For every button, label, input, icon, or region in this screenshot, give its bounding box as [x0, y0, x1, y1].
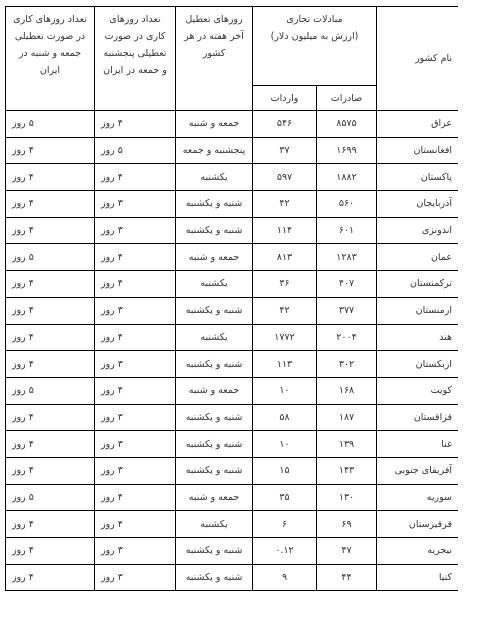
- cell-weekend: جمعه و شنبه: [176, 484, 253, 511]
- cell-weekend: شنبه و یکشنبه: [176, 191, 253, 218]
- cell-iran-thu-fri: ۳ روز: [95, 431, 176, 458]
- cell-country: افغانستان: [377, 137, 459, 164]
- trade-workdays-table: [5, 6, 458, 591]
- cell-iran-fri-sat: ۵ روز: [6, 377, 95, 404]
- cell-weekend: یکشنبه: [176, 511, 253, 538]
- cell-iran-fri-sat: ۴ روز: [6, 191, 95, 218]
- cell-weekend: جمعه و شنبه: [176, 377, 253, 404]
- cell-iran-fri-sat: ۴ روز: [6, 324, 95, 351]
- cell-imports: ۳۶: [253, 271, 317, 298]
- cell-imports: ۳۵: [253, 484, 317, 511]
- cell-weekend: شنبه و یکشنبه: [176, 351, 253, 378]
- cell-exports: ۴۰۷: [317, 271, 377, 298]
- cell-country: آذربایجان: [377, 191, 459, 218]
- cell-exports: ۸۵۷۵: [317, 111, 377, 138]
- cell-iran-fri-sat: ۴ روز: [6, 564, 95, 591]
- table-body: [6, 111, 459, 591]
- cell-iran-fri-sat: ۴ روز: [6, 538, 95, 565]
- table-row: [6, 404, 459, 431]
- cell-exports: ۳۰۲: [317, 351, 377, 378]
- cell-weekend: شنبه و یکشنبه: [176, 404, 253, 431]
- cell-iran-thu-fri: ۳ روز: [95, 217, 176, 244]
- table-row: [6, 564, 459, 591]
- cell-imports: ۵۹۷: [253, 164, 317, 191]
- cell-imports: ۱۵: [253, 457, 317, 484]
- cell-country: هند: [377, 324, 459, 351]
- cell-country: پاکستان: [377, 164, 459, 191]
- table-row: [6, 297, 459, 324]
- cell-iran-thu-fri: ۳ روز: [95, 404, 176, 431]
- cell-exports: ۱۸۸۲: [317, 164, 377, 191]
- cell-weekend: شنبه و یکشنبه: [176, 431, 253, 458]
- cell-weekend: پنجشنبه و جمعه: [176, 137, 253, 164]
- cell-iran-fri-sat: ۵ روز: [6, 484, 95, 511]
- cell-iran-fri-sat: ۴ روز: [6, 164, 95, 191]
- cell-iran-fri-sat: ۵ روز: [6, 244, 95, 271]
- cell-exports: ۶۰۱: [317, 217, 377, 244]
- cell-exports: ۳۷۷: [317, 297, 377, 324]
- cell-country: سوریه: [377, 484, 459, 511]
- document-sheet: [5, 6, 458, 619]
- cell-iran-thu-fri: ۴ روز: [95, 324, 176, 351]
- header-row: [6, 7, 459, 86]
- cell-iran-thu-fri: ۳ روز: [95, 191, 176, 218]
- cell-iran-fri-sat: ۴ روز: [6, 404, 95, 431]
- cell-country: قرقیزستان: [377, 511, 459, 538]
- cell-exports: ۲۰۰۴: [317, 324, 377, 351]
- cell-exports: ۱۸۷: [317, 404, 377, 431]
- cell-imports: ۸۱۳: [253, 244, 317, 271]
- cell-iran-fri-sat: ۵ روز: [6, 111, 95, 138]
- cell-country: قزاقستان: [377, 404, 459, 431]
- table-row: [6, 271, 459, 298]
- header-iran-fri-sat: تعداد روزهای کاری در صورت تعطیلی جمعه و شنبه در ایران: [6, 7, 95, 111]
- table-row: [6, 111, 459, 138]
- cell-weekend: شنبه و یکشنبه: [176, 217, 253, 244]
- cell-weekend: جمعه و شنبه: [176, 244, 253, 271]
- cell-country: آفریقای جنوبی: [377, 457, 459, 484]
- table-row: [6, 538, 459, 565]
- header-iran-thu-fri: تعداد روزهای کاری در صورت تعطیلی پنجشنبه و جمعه در ایران: [95, 7, 176, 111]
- cell-imports: ۹: [253, 564, 317, 591]
- cell-weekend: شنبه و یکشنبه: [176, 297, 253, 324]
- table-row: [6, 351, 459, 378]
- cell-imports: ۱۷۷۲: [253, 324, 317, 351]
- cell-exports: ۴۴: [317, 564, 377, 591]
- cell-iran-thu-fri: ۳ روز: [95, 538, 176, 565]
- table-row: [6, 191, 459, 218]
- cell-iran-thu-fri: ۴ روز: [95, 377, 176, 404]
- table-row: [6, 164, 459, 191]
- cell-country: ازبکستان: [377, 351, 459, 378]
- cell-exports: ۵۶۰: [317, 191, 377, 218]
- cell-exports: ۶۹: [317, 511, 377, 538]
- cell-iran-fri-sat: ۴ روز: [6, 431, 95, 458]
- cell-imports: ۵۸: [253, 404, 317, 431]
- cell-country: اندونزی: [377, 217, 459, 244]
- cell-imports: ۴۲: [253, 297, 317, 324]
- cell-iran-fri-sat: ۴ روز: [6, 511, 95, 538]
- cell-imports: ۱۱۴: [253, 217, 317, 244]
- header-exports: صادرات: [317, 86, 377, 111]
- cell-iran-thu-fri: ۵ روز: [95, 137, 176, 164]
- cell-iran-fri-sat: ۴ روز: [6, 297, 95, 324]
- cell-exports: ۱۳۰: [317, 484, 377, 511]
- cell-country: ترکمنستان: [377, 271, 459, 298]
- cell-iran-fri-sat: ۴ روز: [6, 271, 95, 298]
- header-trade-unit: (ارزش به میلیون دلار): [270, 31, 359, 42]
- cell-exports: ۱۲۸۳: [317, 244, 377, 271]
- table-row: [6, 484, 459, 511]
- cell-country: کنیا: [377, 564, 459, 591]
- header-country: نام کشور: [377, 7, 459, 111]
- table-row: [6, 377, 459, 404]
- cell-iran-thu-fri: ۳ روز: [95, 564, 176, 591]
- header-weekend: روزهای تعطیل آخر هفته در هر کشور: [176, 7, 253, 111]
- cell-iran-thu-fri: ۳ روز: [95, 297, 176, 324]
- cell-iran-thu-fri: ۴ روز: [95, 271, 176, 298]
- cell-country: غنا: [377, 431, 459, 458]
- cell-weekend: یکشنبه: [176, 164, 253, 191]
- cell-imports: ۰.۱۲: [253, 538, 317, 565]
- header-trade-title: مبادلات تجاری: [286, 14, 343, 25]
- table-row: [6, 324, 459, 351]
- cell-country: نیجریه: [377, 538, 459, 565]
- cell-weekend: شنبه و یکشنبه: [176, 457, 253, 484]
- cell-exports: ۱۶۹۹: [317, 137, 377, 164]
- cell-country: کویت: [377, 377, 459, 404]
- cell-iran-thu-fri: ۳ روز: [95, 351, 176, 378]
- cell-exports: ۴۷: [317, 538, 377, 565]
- table-row: [6, 431, 459, 458]
- header-imports: واردات: [253, 86, 317, 111]
- cell-exports: ۱۳۹: [317, 431, 377, 458]
- cell-imports: ۱۱۳: [253, 351, 317, 378]
- table-row: [6, 511, 459, 538]
- cell-imports: ۳۷: [253, 137, 317, 164]
- cell-weekend: جمعه و شنبه: [176, 111, 253, 138]
- table-row: [6, 457, 459, 484]
- table-row: [6, 217, 459, 244]
- cell-imports: ۶: [253, 511, 317, 538]
- table-row: [6, 244, 459, 271]
- cell-iran-thu-fri: ۴ روز: [95, 484, 176, 511]
- cell-iran-thu-fri: ۴ روز: [95, 244, 176, 271]
- cell-iran-fri-sat: ۴ روز: [6, 217, 95, 244]
- cell-iran-thu-fri: ۴ روز: [95, 164, 176, 191]
- cell-imports: ۱۰: [253, 377, 317, 404]
- cell-weekend: شنبه و یکشنبه: [176, 538, 253, 565]
- header-trade: [253, 7, 377, 86]
- cell-imports: ۵۴۶: [253, 111, 317, 138]
- cell-iran-thu-fri: ۴ روز: [95, 111, 176, 138]
- cell-weekend: یکشنبه: [176, 324, 253, 351]
- cell-iran-fri-sat: ۴ روز: [6, 137, 95, 164]
- cell-country: عراق: [377, 111, 459, 138]
- cell-weekend: یکشنبه: [176, 271, 253, 298]
- cell-exports: ۱۴۳: [317, 457, 377, 484]
- cell-country: ارمنستان: [377, 297, 459, 324]
- cell-imports: ۱۰: [253, 431, 317, 458]
- cell-iran-fri-sat: ۴ روز: [6, 457, 95, 484]
- cell-weekend: شنبه و یکشنبه: [176, 564, 253, 591]
- cell-iran-fri-sat: ۴ روز: [6, 351, 95, 378]
- cell-exports: ۱۶۸: [317, 377, 377, 404]
- cell-iran-thu-fri: ۴ روز: [95, 511, 176, 538]
- cell-country: عمان: [377, 244, 459, 271]
- cell-iran-thu-fri: ۳ روز: [95, 457, 176, 484]
- table-row: [6, 137, 459, 164]
- cell-imports: ۴۲: [253, 191, 317, 218]
